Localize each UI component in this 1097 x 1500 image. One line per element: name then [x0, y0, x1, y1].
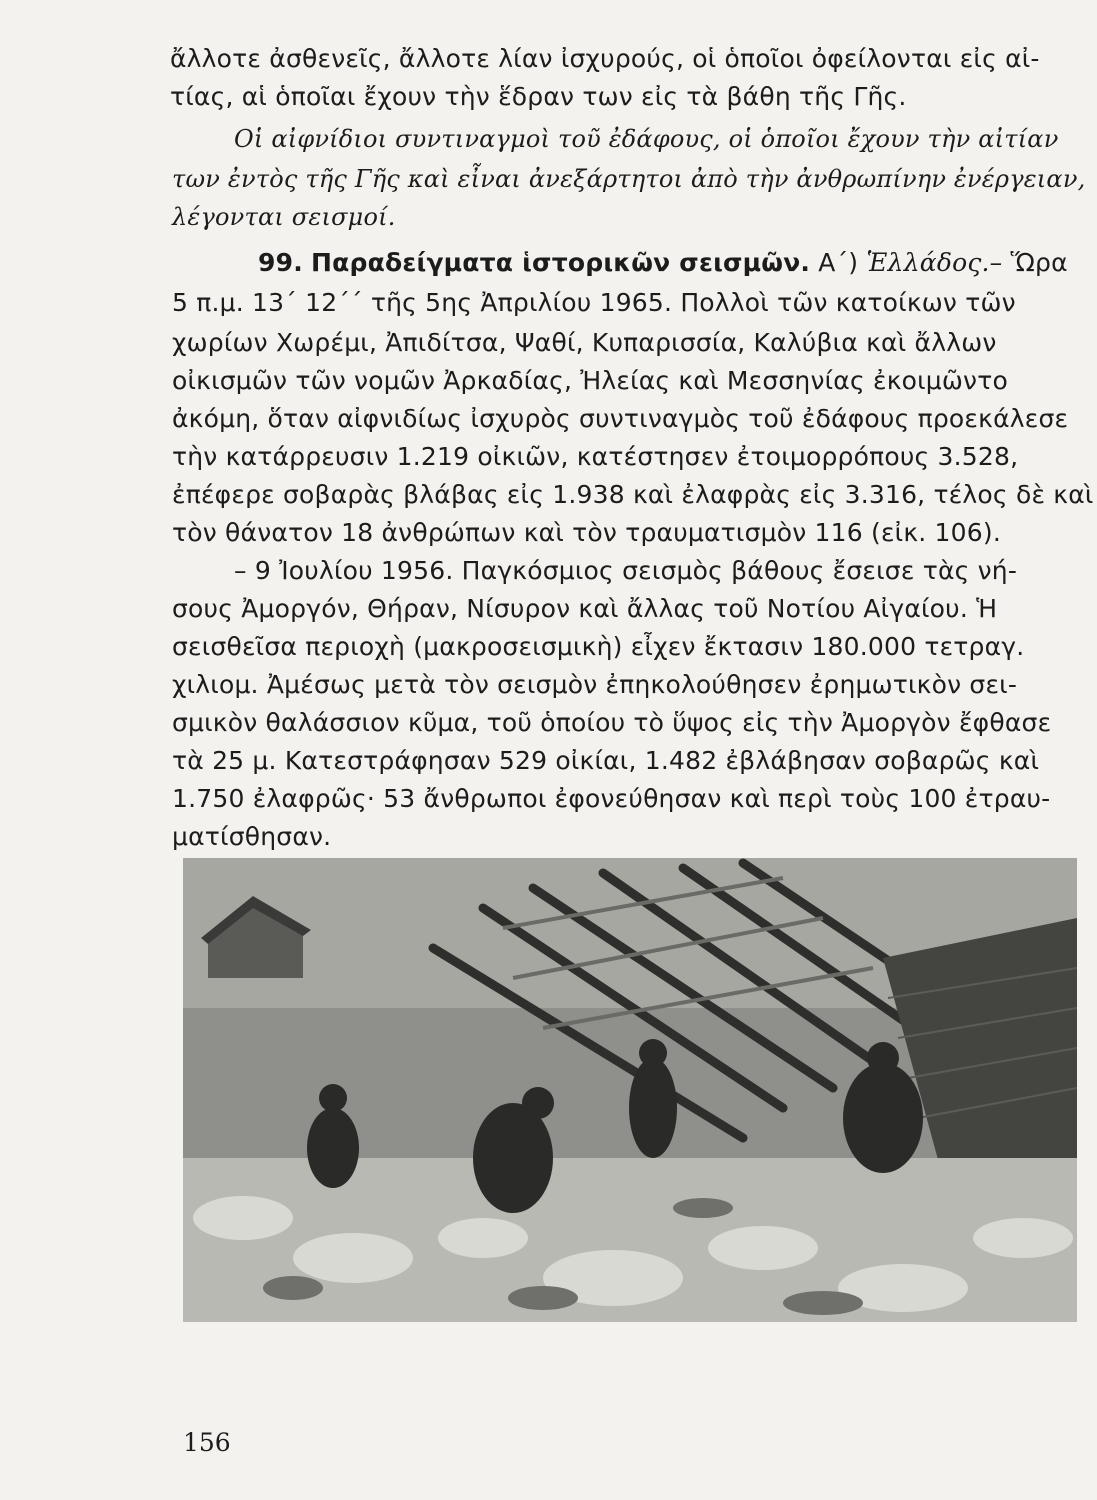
- body-line: χωρίων Χωρέμι, Ἀπιδίτσα, Ψαθί, Κυπαρισσία, Καλύβια καὶ ἄλλων: [172, 328, 997, 357]
- body-line: σμικὸν θαλάσσιον κῦμα, τοῦ ὁποίου τὸ ὕψος εἰς τὴν Ἀμοργὸν ἔφθασε: [172, 708, 1052, 737]
- photo-illustration: [183, 858, 1077, 1322]
- intro-line-2: τίας, αἱ ὁποῖαι ἔχουν τὴν ἕδραν των εἰς τὰ βάθη τῆς Γῆς.: [170, 82, 907, 111]
- body-line: χιλιομ. Ἀμέσως μετὰ τὸν σεισμὸν ἐπηκολούθησεν ἐρημωτικὸν σει-: [172, 670, 1018, 699]
- body-line: ματίσθησαν.: [172, 822, 332, 851]
- page-number: 156: [183, 1428, 231, 1457]
- earthquake-ruins-photo: [183, 858, 1077, 1322]
- body-line: 5 π.μ. 13΄ 12΄΄ τῆς 5ης Ἀπριλίου 1965. Πολλοὶ τῶν κατοίκων τῶν: [172, 288, 1016, 317]
- subsection-place: Ἑλλάδος.–: [866, 248, 1003, 277]
- definition-line-3: λέγονται σεισμοί.: [172, 203, 396, 231]
- body-line: 1.750 ἐλαφρῶς· 53 ἄνθρωποι ἐφονεύθησαν καὶ περὶ τοὺς 100 ἐτραυ-: [172, 784, 1051, 813]
- body-line: ἐπέφερε σοβαρὰς βλάβας εἰς 1.938 καὶ ἐλαφρὰς εἰς 3.316, τέλος δὲ καὶ: [172, 480, 1094, 509]
- body-line: – 9 Ἰουλίου 1956. Παγκόσμιος σεισμὸς βάθους ἔσεισε τὰς νή-: [234, 556, 1018, 585]
- body-line: τὰ 25 μ. Κατεστράφησαν 529 οἰκίαι, 1.482 ἐβλάβησαν σοβαρῶς καὶ: [172, 746, 1040, 775]
- body-line: σους Ἀμοργόν, Θήραν, Νίσυρον καὶ ἄλλας τοῦ Νοτίου Αἰγαίου. Ἡ: [172, 594, 998, 623]
- section-line-1-rest: Ὥρα: [1010, 248, 1068, 277]
- body-line: τὴν κατάρρευσιν 1.219 οἰκιῶν, κατέστησεν ἐτοιμορρόπους 3.528,: [172, 442, 1019, 471]
- section-number: 99.: [258, 248, 303, 277]
- section-heading: [258, 248, 1068, 278]
- definition-line-2: των ἐντὸς τῆς Γῆς καὶ εἶναι ἀνεξάρτητοι ἀπὸ τὴν ἀνθρωπίνην ἐνέργειαν,: [172, 165, 1086, 193]
- subsection-label: Α΄): [818, 248, 859, 277]
- body-line: τὸν θάνατον 18 ἀνθρώπων καὶ τὸν τραυματισμὸν 116 (εἰκ. 106).: [172, 518, 1001, 547]
- body-line: οἰκισμῶν τῶν νομῶν Ἀρκαδίας, Ἠλείας καὶ Μεσσηνίας ἐκοιμῶντο: [172, 366, 1008, 395]
- body-line: ἀκόμη, ὅταν αἰφνιδίως ἰσχυρὸς συντιναγμὸς τοῦ ἐδάφους προεκάλεσε: [172, 404, 1069, 433]
- body-line: σεισθεῖσα περιοχὴ (μακροσεισμικὴ) εἶχεν ἔκτασιν 180.000 τετραγ.: [172, 632, 1025, 661]
- intro-line-1: ἄλλοτε ἀσθενεῖς, ἄλλοτε λίαν ἰσχυρούς, οἱ ὁποῖοι ὀφείλονται εἰς αἰ-: [170, 44, 1040, 73]
- definition-line-1: Οἱ αἰφνίδιοι συντιναγμοὶ τοῦ ἐδάφους, οἱ ὁποῖοι ἔχουν τὴν αἰτίαν: [234, 125, 1059, 153]
- section-title: Παραδείγματα ἱστορικῶν σεισμῶν.: [311, 248, 811, 277]
